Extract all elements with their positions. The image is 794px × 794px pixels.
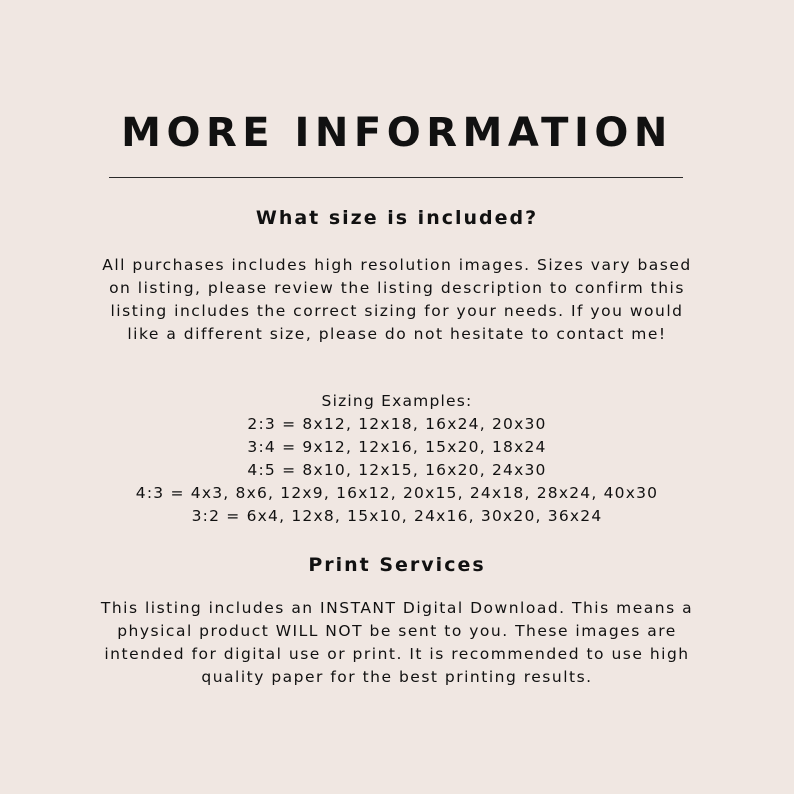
sizing-example-line: 3:4 = 9x12, 12x16, 15x20, 18x24 <box>247 438 547 456</box>
sizing-examples <box>0 390 794 528</box>
sizing-examples-label: Sizing Examples: <box>321 392 473 410</box>
page-title: MORE INFORMATION <box>121 110 673 156</box>
size-section-heading: What size is included? <box>255 207 539 229</box>
size-section-body: All purchases includes high resolution images. Sizes vary based on listing, please review the listing description to confirm this listing includes the correct sizing for your needs. If you would like a different size, please do not hesitate to contact me! <box>102 256 692 343</box>
print-section-body: This listing includes an INSTANT Digital Download. This means a physical product WILL NOT be sent to you. These images are intended for digital use or print. It is recommended to use high quality paper for the best printing results. <box>100 599 694 686</box>
title-divider <box>109 177 683 178</box>
sizing-example-line: 4:3 = 4x3, 8x6, 12x9, 16x12, 20x15, 24x18, 28x24, 40x30 <box>135 484 659 502</box>
sizing-example-line: 3:2 = 6x4, 12x8, 15x10, 24x16, 30x20, 36x24 <box>191 507 603 525</box>
sizing-example-line: 2:3 = 8x12, 12x18, 16x24, 20x30 <box>247 415 547 433</box>
sizing-example-line: 4:5 = 8x10, 12x15, 16x20, 24x30 <box>247 461 547 479</box>
print-section-heading: Print Services <box>308 554 486 576</box>
